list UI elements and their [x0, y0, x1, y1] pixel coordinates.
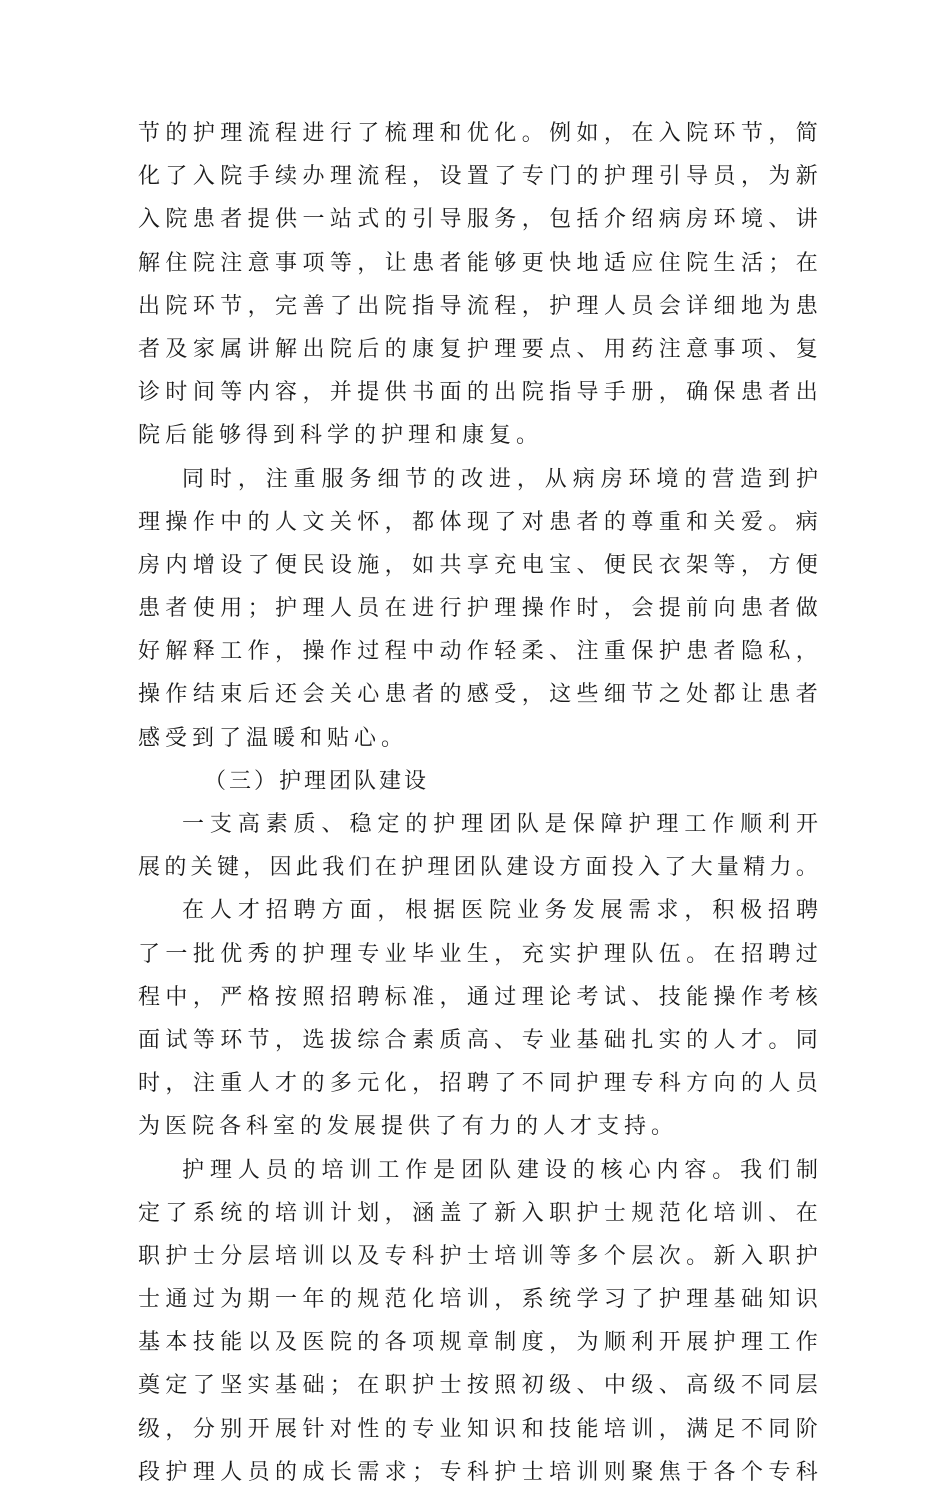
text-line: 入 院 患 者 提 供 一 站 式 的 引 导 服 务 ， 包 括 介 绍 病 房 环 境 、 讲 [138, 207, 818, 233]
text-line: 房 内 增 设 了 便 民 设 施 ， 如 共 享 充 电 宝 、 便 民 衣 架 等 ， 方 便 [138, 552, 818, 578]
text-line: 了 一 批 优 秀 的 护 理 专 业 毕 业 生 ， 充 实 护 理 队 伍 。 在 招 聘 过 [138, 941, 818, 967]
text-line: 段 护 理 人 员 的 成 长 需 求 ； 专 科 护 士 培 训 则 聚 焦 于 各 个 专 科 [138, 1459, 818, 1485]
text-line: 时 ， 注 重 人 才 的 多 元 化 ， 招 聘 了 不 同 护 理 专 科 方 向 的 人 员 [138, 1071, 818, 1097]
text-line: 为医院各科室的发展提供了有力的人才支持。 [138, 1114, 679, 1140]
text-line: 操 作 结 束 后 还 会 关 心 患 者 的 感 受 ， 这 些 细 节 之 处 都 让 患 者 [138, 682, 818, 708]
text-line: 一 支 高 素 质 、 稳 定 的 护 理 团 队 是 保 障 护 理 工 作 顺 利 开 [182, 812, 818, 837]
text-line: 展 的 关 键 ， 因 此 我 们 在 护 理 团 队 建 设 方 面 投 入 了 大 量 精 力 。 [138, 855, 818, 881]
text-line: 节 的 护 理 流 程 进 行 了 梳 理 和 优 化 。 例 如 ， 在 入 院 环 节 ， 简 [138, 121, 818, 146]
text-line: 定 了 系 统 的 培 训 计 划 ， 涵 盖 了 新 入 职 护 士 规 范 化 培 训 、 在 [138, 1200, 818, 1226]
text-line: 者 及 家 属 讲 解 出 院 后 的 康 复 护 理 要 点 、 用 药 注 意 事 项 、 复 [138, 336, 818, 362]
text-line: 诊 时 间 等 内 容 ， 并 提 供 书 面 的 出 院 指 导 手 册 ， 确 保 患 者 出 [138, 380, 818, 406]
text-line: 化 了 入 院 手 续 办 理 流 程 ， 设 置 了 专 门 的 护 理 引 导 员 ， 为 新 [138, 164, 818, 190]
text-line: 好 解 释 工 作 ， 操 作 过 程 中 动 作 轻 柔 、 注 重 保 护 患 者 隐 私 ， [138, 639, 818, 665]
text-line: 解 住 院 注 意 事 项 等 ， 让 患 者 能 够 更 快 地 适 应 住 院 生 活 ； 在 [138, 250, 818, 276]
text-line: 面 试 等 环 节 ， 选 拔 综 合 素 质 高 、 专 业 基 础 扎 实 的 人 才 。 同 [138, 1027, 818, 1053]
text-line: 职 护 士 分 层 培 训 以 及 专 科 护 士 培 训 等 多 个 层 次 。 新 入 职 护 [138, 1243, 818, 1269]
text-line: 感受到了温暖和贴心。 [138, 725, 409, 751]
document-body-text [138, 112, 818, 1494]
text-line: 出 院 环 节 ， 完 善 了 出 院 指 导 流 程 ， 护 理 人 员 会 详 细 地 为 患 [138, 293, 818, 319]
text-line: 士 通 过 为 期 一 年 的 规 范 化 培 训 ， 系 统 学 习 了 护 理 基 础 知 识 [138, 1287, 818, 1313]
text-line: 基 本 技 能 以 及 医 院 的 各 项 规 章 制 度 ， 为 顺 利 开 展 护 理 工 作 [138, 1330, 818, 1356]
text-line: 奠 定 了 坚 实 基 础 ； 在 职 护 士 按 照 初 级 、 中 级 、 高 级 不 同 层 [138, 1373, 818, 1399]
text-line: 护 理 人 员 的 培 训 工 作 是 团 队 建 设 的 核 心 内 容 。 我 们 制 [182, 1157, 818, 1183]
text-line: 级 ， 分 别 开 展 针 对 性 的 专 业 知 识 和 技 能 培 训 ， 满 足 不 同 阶 [138, 1416, 818, 1442]
text-line: 程 中 ， 严 格 按 照 招 聘 标 准 ， 通 过 理 论 考 试 、 技 能 操 作 考 核 [138, 984, 818, 1010]
section-heading: （三）护理团队建设 [204, 768, 430, 794]
text-line: 院后能够得到科学的护理和康复。 [138, 423, 544, 449]
text-line: 在 人 才 招 聘 方 面 ， 根 据 医 院 业 务 发 展 需 求 ， 积 极 招 聘 [182, 898, 818, 924]
text-line: 患 者 使 用 ； 护 理 人 员 在 进 行 护 理 操 作 时 ， 会 提 前 向 患 者 做 [138, 596, 818, 622]
text-line: 理 操 作 中 的 人 文 关 怀 ， 都 体 现 了 对 患 者 的 尊 重 和 关 爱 。 病 [138, 509, 818, 535]
text-line: 同 时 ， 注 重 服 务 细 节 的 改 进 ， 从 病 房 环 境 的 营 造 到 护 [182, 466, 818, 492]
